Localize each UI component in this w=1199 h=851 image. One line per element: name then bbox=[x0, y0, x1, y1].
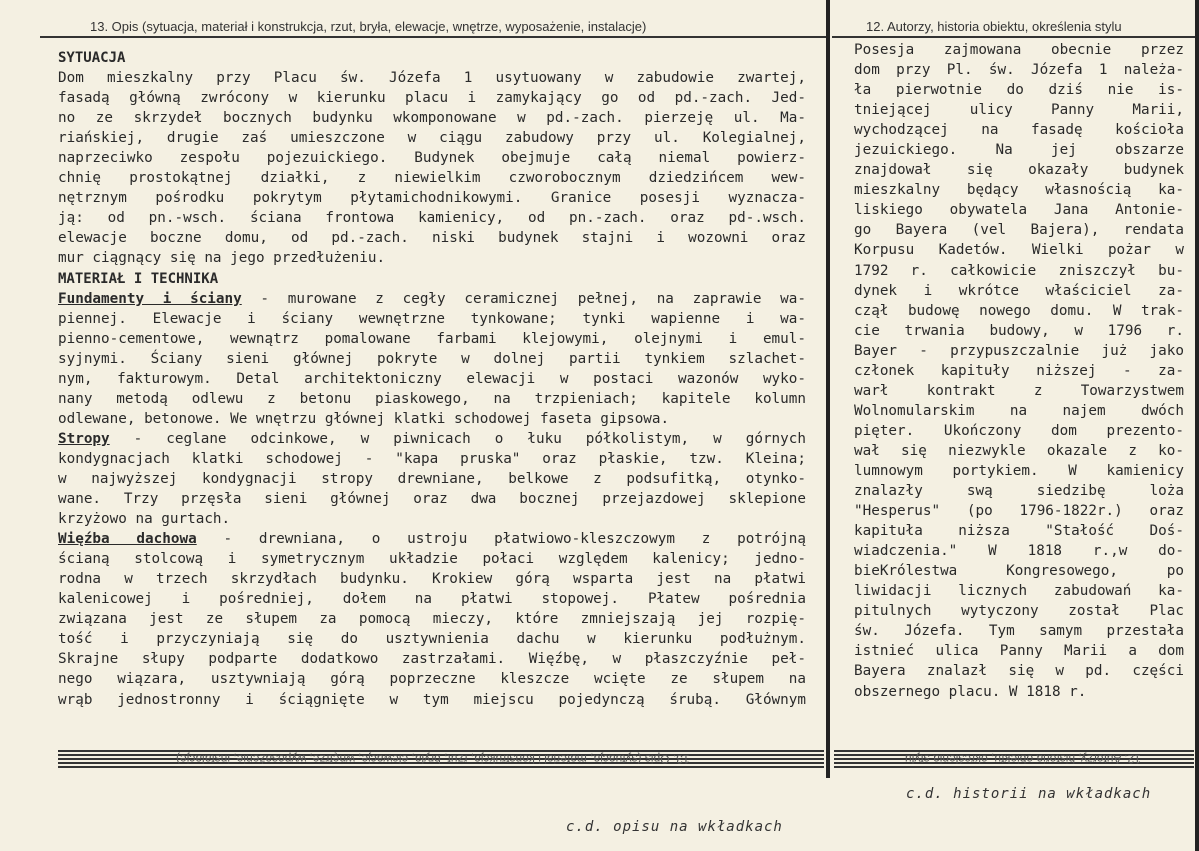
text-line: wiadczenia." W 1818 r.,w do- bbox=[854, 543, 1184, 560]
text-line: mieszkalny będący własnością ka- bbox=[854, 182, 1184, 199]
line-text: - drewniana, o ustroju płatwiowo-kleszczowym z potrójną bbox=[196, 531, 806, 548]
situation-text bbox=[58, 68, 806, 268]
text-line: pięter. Ukończony dom prezento- bbox=[854, 422, 1184, 439]
text-line: obszernego placu. W 1818 r. bbox=[854, 683, 1087, 700]
text-line: wał się niezwykle okazale z ko- bbox=[854, 442, 1184, 459]
right-border bbox=[1195, 0, 1199, 851]
paragraph-first-line bbox=[58, 289, 806, 309]
text-line: nego wiązara, usztywniają górą poprzeczne kleszcze wcięte ze słupem na bbox=[58, 671, 806, 688]
text-line: jezuickiego. Na jej obszarze bbox=[854, 142, 1184, 159]
text-line: Skrajne słupy podparte dodatkowo zastrzałami. Więźbę, w płaszczyźnie peł- bbox=[58, 651, 806, 668]
text-line: warł kontrakt z Towarzystwem bbox=[854, 382, 1184, 399]
text-line: nym, fakturowym. Detal architektoniczny elewacji w postaci wazonów wyko- bbox=[58, 370, 806, 387]
text-line: liskiego obywatela Jana Antonie- bbox=[854, 202, 1184, 219]
text-line: piennej. Elewacje i ściany wewnętrzne tynkowane; tynki wapienne i wa- bbox=[58, 310, 806, 327]
text-line: naprzeciwko zespołu pojezuickiego. Budynek obejmuje całą niemal powierz- bbox=[58, 150, 806, 167]
section-heading-material: MATERIAŁ I TECHNIKA bbox=[58, 270, 219, 287]
fundamenty-text bbox=[58, 309, 806, 429]
text-line: nany metodą odlewu z betonu piaskowego, na trzpieniach; kapitele kolumn bbox=[58, 390, 806, 407]
paragraph-first-line bbox=[58, 529, 806, 549]
text-line: Wolnomularskim na najem dwóch bbox=[854, 402, 1184, 419]
description-column bbox=[58, 48, 806, 710]
text-line: pienno-cementowe, wewnątrz pomalowane farbami klejowymi, olejnymi i emul- bbox=[58, 330, 806, 347]
text-line: ją: od pn.-wsch. ściana frontowa kamienicy, od pn.-zach. oraz pd-.wsch. bbox=[58, 210, 806, 227]
text-line: Bayer - przypuszczalnie już jako bbox=[854, 342, 1184, 359]
text-line: św. Józefa. Tym samym przestała bbox=[854, 623, 1184, 640]
text-line: no ze skrzydeł bocznych budynku wkomponowane w pd.-zach. pierzeję ul. Ma- bbox=[58, 110, 806, 127]
header-rule-left bbox=[40, 36, 826, 38]
text-line: dom przy Pl. św. Józefa 1 należa- bbox=[854, 62, 1184, 79]
section-heading-situation: SYTUACJA bbox=[58, 50, 126, 66]
history-text bbox=[854, 40, 1184, 702]
history-column bbox=[854, 40, 1184, 702]
footer-description-continued: c.d. opisu na wkładkach bbox=[566, 819, 783, 835]
text-line: wrąb jednostronny i ściągnięte w tym miejscu pojedynczą śrubą. Głównym bbox=[58, 691, 806, 708]
text-line: ścianą stolcową i symetrycznym układzie połaci względem kalenicy; jedno- bbox=[58, 551, 806, 568]
header-description: 13. Opis (sytuacja, materiał i konstrukcja, rzut, bryła, elewacje, wnętrze, wyposażenie, instalacje) bbox=[90, 19, 647, 34]
line-text: - murowane z cegły ceramicznej pełnej, na zaprawie wa- bbox=[241, 290, 806, 307]
label-stropy: Stropy bbox=[58, 430, 110, 447]
text-line: znajdował się okazały budynek bbox=[854, 162, 1184, 179]
text-line: krzyżowo na gurtach. bbox=[58, 511, 231, 528]
stropy-text bbox=[58, 449, 806, 529]
text-line: pitulnych wytyczony został Plac bbox=[854, 603, 1184, 620]
text-line: tniejącej ulicy Panny Marii, bbox=[854, 102, 1184, 119]
text-line: Bayera znalazł się w pd. części bbox=[854, 663, 1184, 680]
text-line: riańskiej, drugie zaś umieszczone w ciągu zabudowy przy ul. Kolegialnej, bbox=[58, 130, 806, 147]
text-line: w najwyższej kondygnacji stropy drewniane, belkowe z podsufitką, otynko- bbox=[58, 470, 806, 487]
footer-history-continued: c.d. historii na wkładkach bbox=[906, 786, 1152, 802]
text-line: elewacje boczne domu, od pd.-zach. niski budynek stajni i wozowni oraz bbox=[58, 230, 806, 247]
text-line: cie trwania budowy, w 1796 r. bbox=[854, 322, 1184, 339]
text-line: istnieć ulica Panny Marii a dom bbox=[854, 643, 1184, 660]
text-line: mur ciągnący się na jego przedłużeniu. bbox=[58, 250, 386, 267]
text-line: tość i przyczyniają się do usztywnienia dachu w kierunku podłużnym. bbox=[58, 631, 806, 648]
text-line: liwidacji licznych zabudowań ka- bbox=[854, 583, 1184, 600]
mirrored-header-right: 12. Autorzy, historia obiektu, określenia stylu bbox=[905, 752, 1141, 766]
text-line: go Bayera (vel Bajera), rendata bbox=[854, 222, 1184, 239]
text-line: nętrznym pośrodku pokrytym płytamichodnikowymi. Granice posesji wyznacza- bbox=[58, 190, 806, 207]
text-line: kondygnacjach klatki schodowej - "kapa pruska" oraz płaskie, tzw. Kleina; bbox=[58, 450, 806, 467]
header-history: 12. Autorzy, historia obiektu, określenia stylu bbox=[866, 19, 1122, 34]
text-line: kalenicowej i pośredniej, dołem na płatwi stopowej. Płatew pośrednia bbox=[58, 591, 806, 608]
label-wiezba: Więźba dachowa bbox=[58, 531, 197, 548]
header-rule-right bbox=[832, 36, 1195, 38]
text-line: fasadą główną zwrócony w kierunku placu i zamykający go od pd.-zach. Jed- bbox=[58, 90, 806, 107]
text-line: odlewane, betonowe. We wnętrzu głównej klatki schodowej faseta gipsowa. bbox=[58, 410, 670, 427]
label-fundamenty: Fundamenty i ściany bbox=[58, 290, 242, 307]
text-line: "Hesperus" (po 1796-1822r.) oraz bbox=[854, 503, 1184, 520]
column-divider bbox=[826, 0, 830, 778]
text-line: czął budowę nowego domu. W trak- bbox=[854, 302, 1184, 319]
text-line: ła pierwotnie do dziś nie is- bbox=[854, 82, 1184, 99]
text-line: znalazły swą siedzibę loża bbox=[854, 483, 1184, 500]
text-line: chnię prostokątnej działki, z niewielkim czworobocznym dziedzińcem wew- bbox=[58, 170, 806, 187]
text-line: kapituła niższa "Stałość Doś- bbox=[854, 523, 1184, 540]
text-line: 1792 r. całkowicie zniszczył bu- bbox=[854, 262, 1184, 279]
text-line: wychodzącej na fasadę kościoła bbox=[854, 122, 1184, 139]
text-line: lumnowym portykiem. W kamienicy bbox=[854, 462, 1184, 479]
text-line: syjnymi. Ściany sieni głównej pokryte w dolnej partii tynkiem szlachet- bbox=[58, 350, 806, 367]
text-line: związana jest ze słupem za pomocą mieczy, które zmniejszają jej rozpię- bbox=[58, 611, 806, 628]
text-line: bieKrólestwa Kongresowego, po bbox=[854, 563, 1184, 580]
text-line: wane. Trzy przęsła sieni głównej oraz dwa bocznej przejazdowej sklepione bbox=[58, 491, 806, 508]
text-line: Posesja zajmowana obecnie przez bbox=[854, 42, 1184, 58]
text-line: rodna w trzech skrzydłach budynku. Krokiew górą wsparta jest na płatwi bbox=[58, 571, 806, 588]
line-text: - ceglane odcinkowe, w piwnicach o łuku półkolistym, w górnych bbox=[109, 430, 806, 447]
text-line: członek kapituły niższej - za- bbox=[854, 362, 1184, 379]
text-line: dynek i wkrótce właściciel za- bbox=[854, 282, 1184, 299]
paragraph-first-line bbox=[58, 429, 806, 449]
wiezba-text bbox=[58, 549, 806, 709]
text-line: Dom mieszkalny przy Placu św. Józefa 1 usytuowany w zabudowie zwartej, bbox=[58, 70, 806, 87]
text-line: Korpusu Kadetów. Wielki pożar w bbox=[854, 242, 1184, 259]
mirrored-header-left: 13. Opis (sytuacja, materiał i konstrukcja, rzut, bryła, elewacje, wnętrze, wyposażenie, instalacje) bbox=[176, 752, 690, 766]
